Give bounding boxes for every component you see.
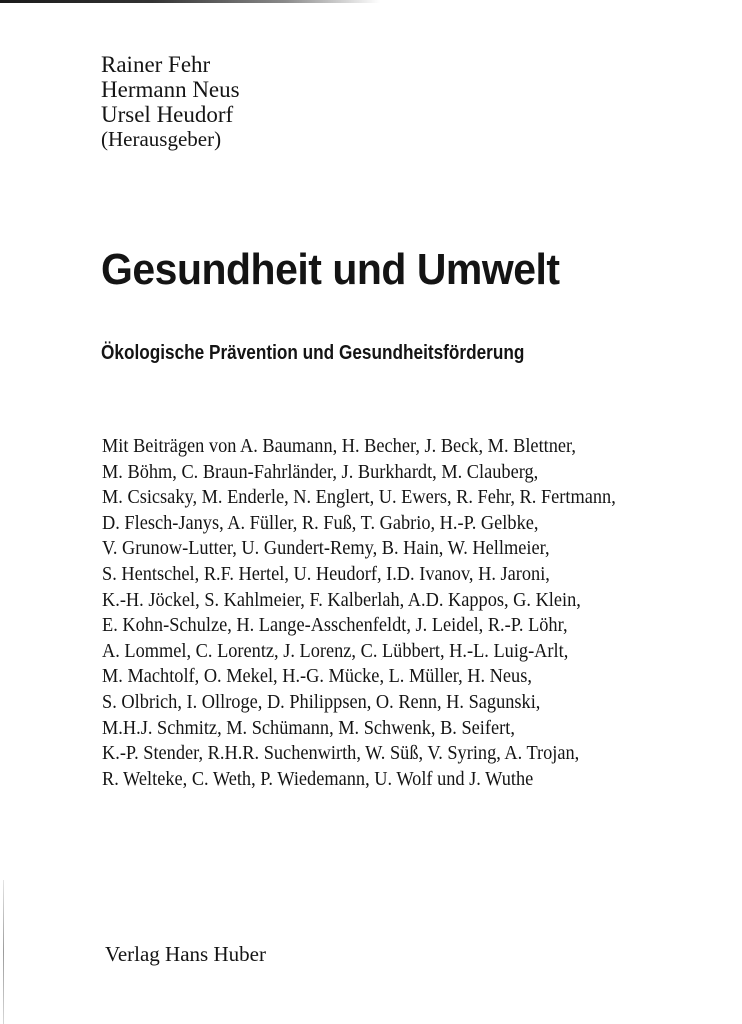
editor-role: (Herausgeber)	[101, 127, 222, 151]
contributors-line: M. Böhm, C. Braun-Fahrländer, J. Burkhardt, M. Clauberg,	[102, 461, 539, 483]
contributors-line: S. Hentschel, R.F. Hertel, U. Heudorf, I.D. Ivanov, H. Jaroni,	[102, 563, 550, 585]
book-title: Gesundheit und Umwelt	[101, 245, 560, 294]
contributors-line: D. Flesch-Janys, A. Füller, R. Fuß, T. Gabrio, H.-P. Gelbke,	[102, 512, 539, 534]
publisher-name: Verlag Hans Huber	[105, 942, 266, 966]
contributors-line: V. Grunow-Lutter, U. Gundert-Remy, B. Hain, W. Hellmeier,	[102, 538, 550, 560]
contributors-line: M. Csicsaky, M. Enderle, N. Englert, U. Ewers, R. Fehr, R. Fertmann,	[102, 487, 616, 509]
contributors-line: K.-H. Jöckel, S. Kahlmeier, F. Kalberlah, A.D. Kappos, G. Klein,	[102, 589, 581, 611]
contributors-line: K.-P. Stender, R.H.R. Suchenwirth, W. Süß, V. Syring, A. Trojan,	[102, 743, 580, 765]
editor-name: Hermann Neus	[101, 77, 240, 102]
editors-block	[101, 52, 240, 151]
contributors-line: M. Machtolf, O. Mekel, H.-G. Mücke, L. Müller, H. Neus,	[102, 666, 532, 688]
contributors-line: E. Kohn-Schulze, H. Lange-Asschenfeldt, J. Leidel, R.-P. Löhr,	[102, 615, 568, 637]
book-subtitle: Ökologische Prävention und Gesundheitsförderung	[101, 342, 525, 364]
editor-name: Ursel Heudorf	[101, 102, 234, 127]
contributors-line: A. Lommel, C. Lorentz, J. Lorenz, C. Lübbert, H.-L. Luig-Arlt,	[102, 640, 569, 662]
contributors-block	[102, 434, 616, 792]
contributors-line: R. Welteke, C. Weth, P. Wiedemann, U. Wolf und J. Wuthe	[102, 768, 534, 790]
scan-edge-left	[3, 880, 4, 1024]
contributors-line: Mit Beiträgen von A. Baumann, H. Becher, J. Beck, M. Blettner,	[102, 436, 577, 457]
contributors-line: M.H.J. Schmitz, M. Schümann, M. Schwenk, B. Seifert,	[102, 717, 515, 739]
scan-edge-top	[0, 0, 380, 3]
editor-name: Rainer Fehr	[101, 52, 211, 77]
contributors-line: S. Olbrich, I. Ollroge, D. Philippsen, O. Renn, H. Sagunski,	[102, 691, 541, 713]
